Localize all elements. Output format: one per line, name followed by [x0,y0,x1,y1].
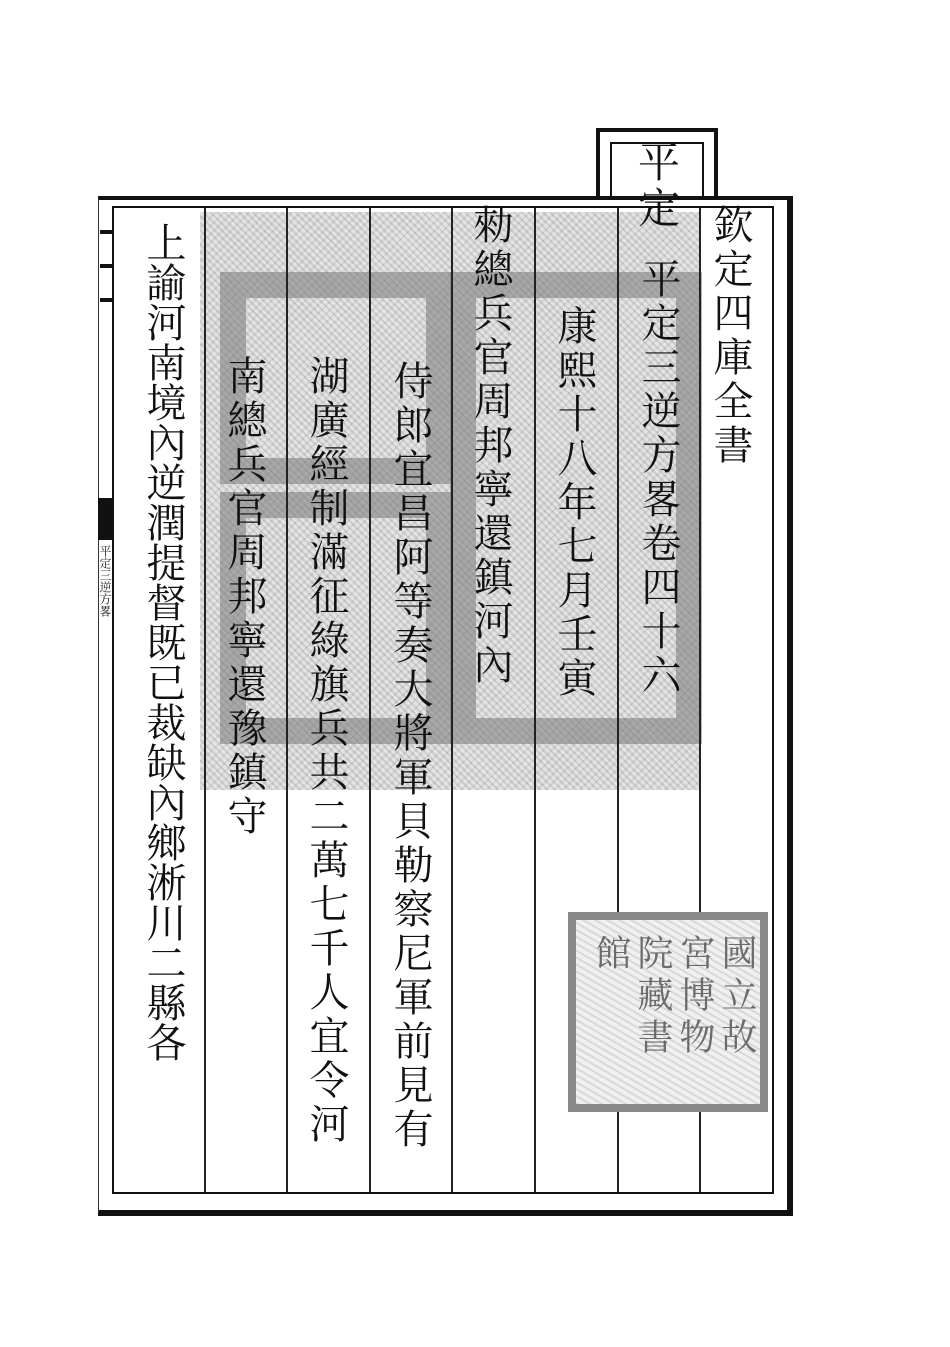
text-column: 湖廣經制滿征綠旗兵共二萬七千人宜令河 [303,355,349,1147]
edge-marks [100,230,112,430]
volume-title: 平定三逆方畧卷四十六 [635,258,681,698]
edict-heading: 勑總兵官周邦寧還鎮河內 [467,204,513,688]
seal-text-col: 館 [590,934,631,976]
seal-text-col: 院藏書 [632,934,673,1060]
edge-label: 平定三逆方畧 [98,545,112,617]
date-line: 康熙十八年七月壬寅 [551,305,597,701]
tab-title: 平定 [632,140,681,232]
seal-text-col: 宮博物 [674,934,715,1060]
book-title: 欽定四庫全書 [707,204,753,468]
text-column: 侍郎宜昌阿等奏大將軍貝勒察尼軍前見有 [387,360,433,1152]
seal-text-col: 國立故 [716,934,757,1060]
small-library-seal [568,912,768,1112]
edict-text-column: 上諭河南境內逆潤提督既已裁缺內鄉淅川二縣各 [140,222,186,1062]
fishtail-mark [98,498,114,540]
text-column: 南總兵官周邦寧還豫鎮守 [221,355,267,839]
